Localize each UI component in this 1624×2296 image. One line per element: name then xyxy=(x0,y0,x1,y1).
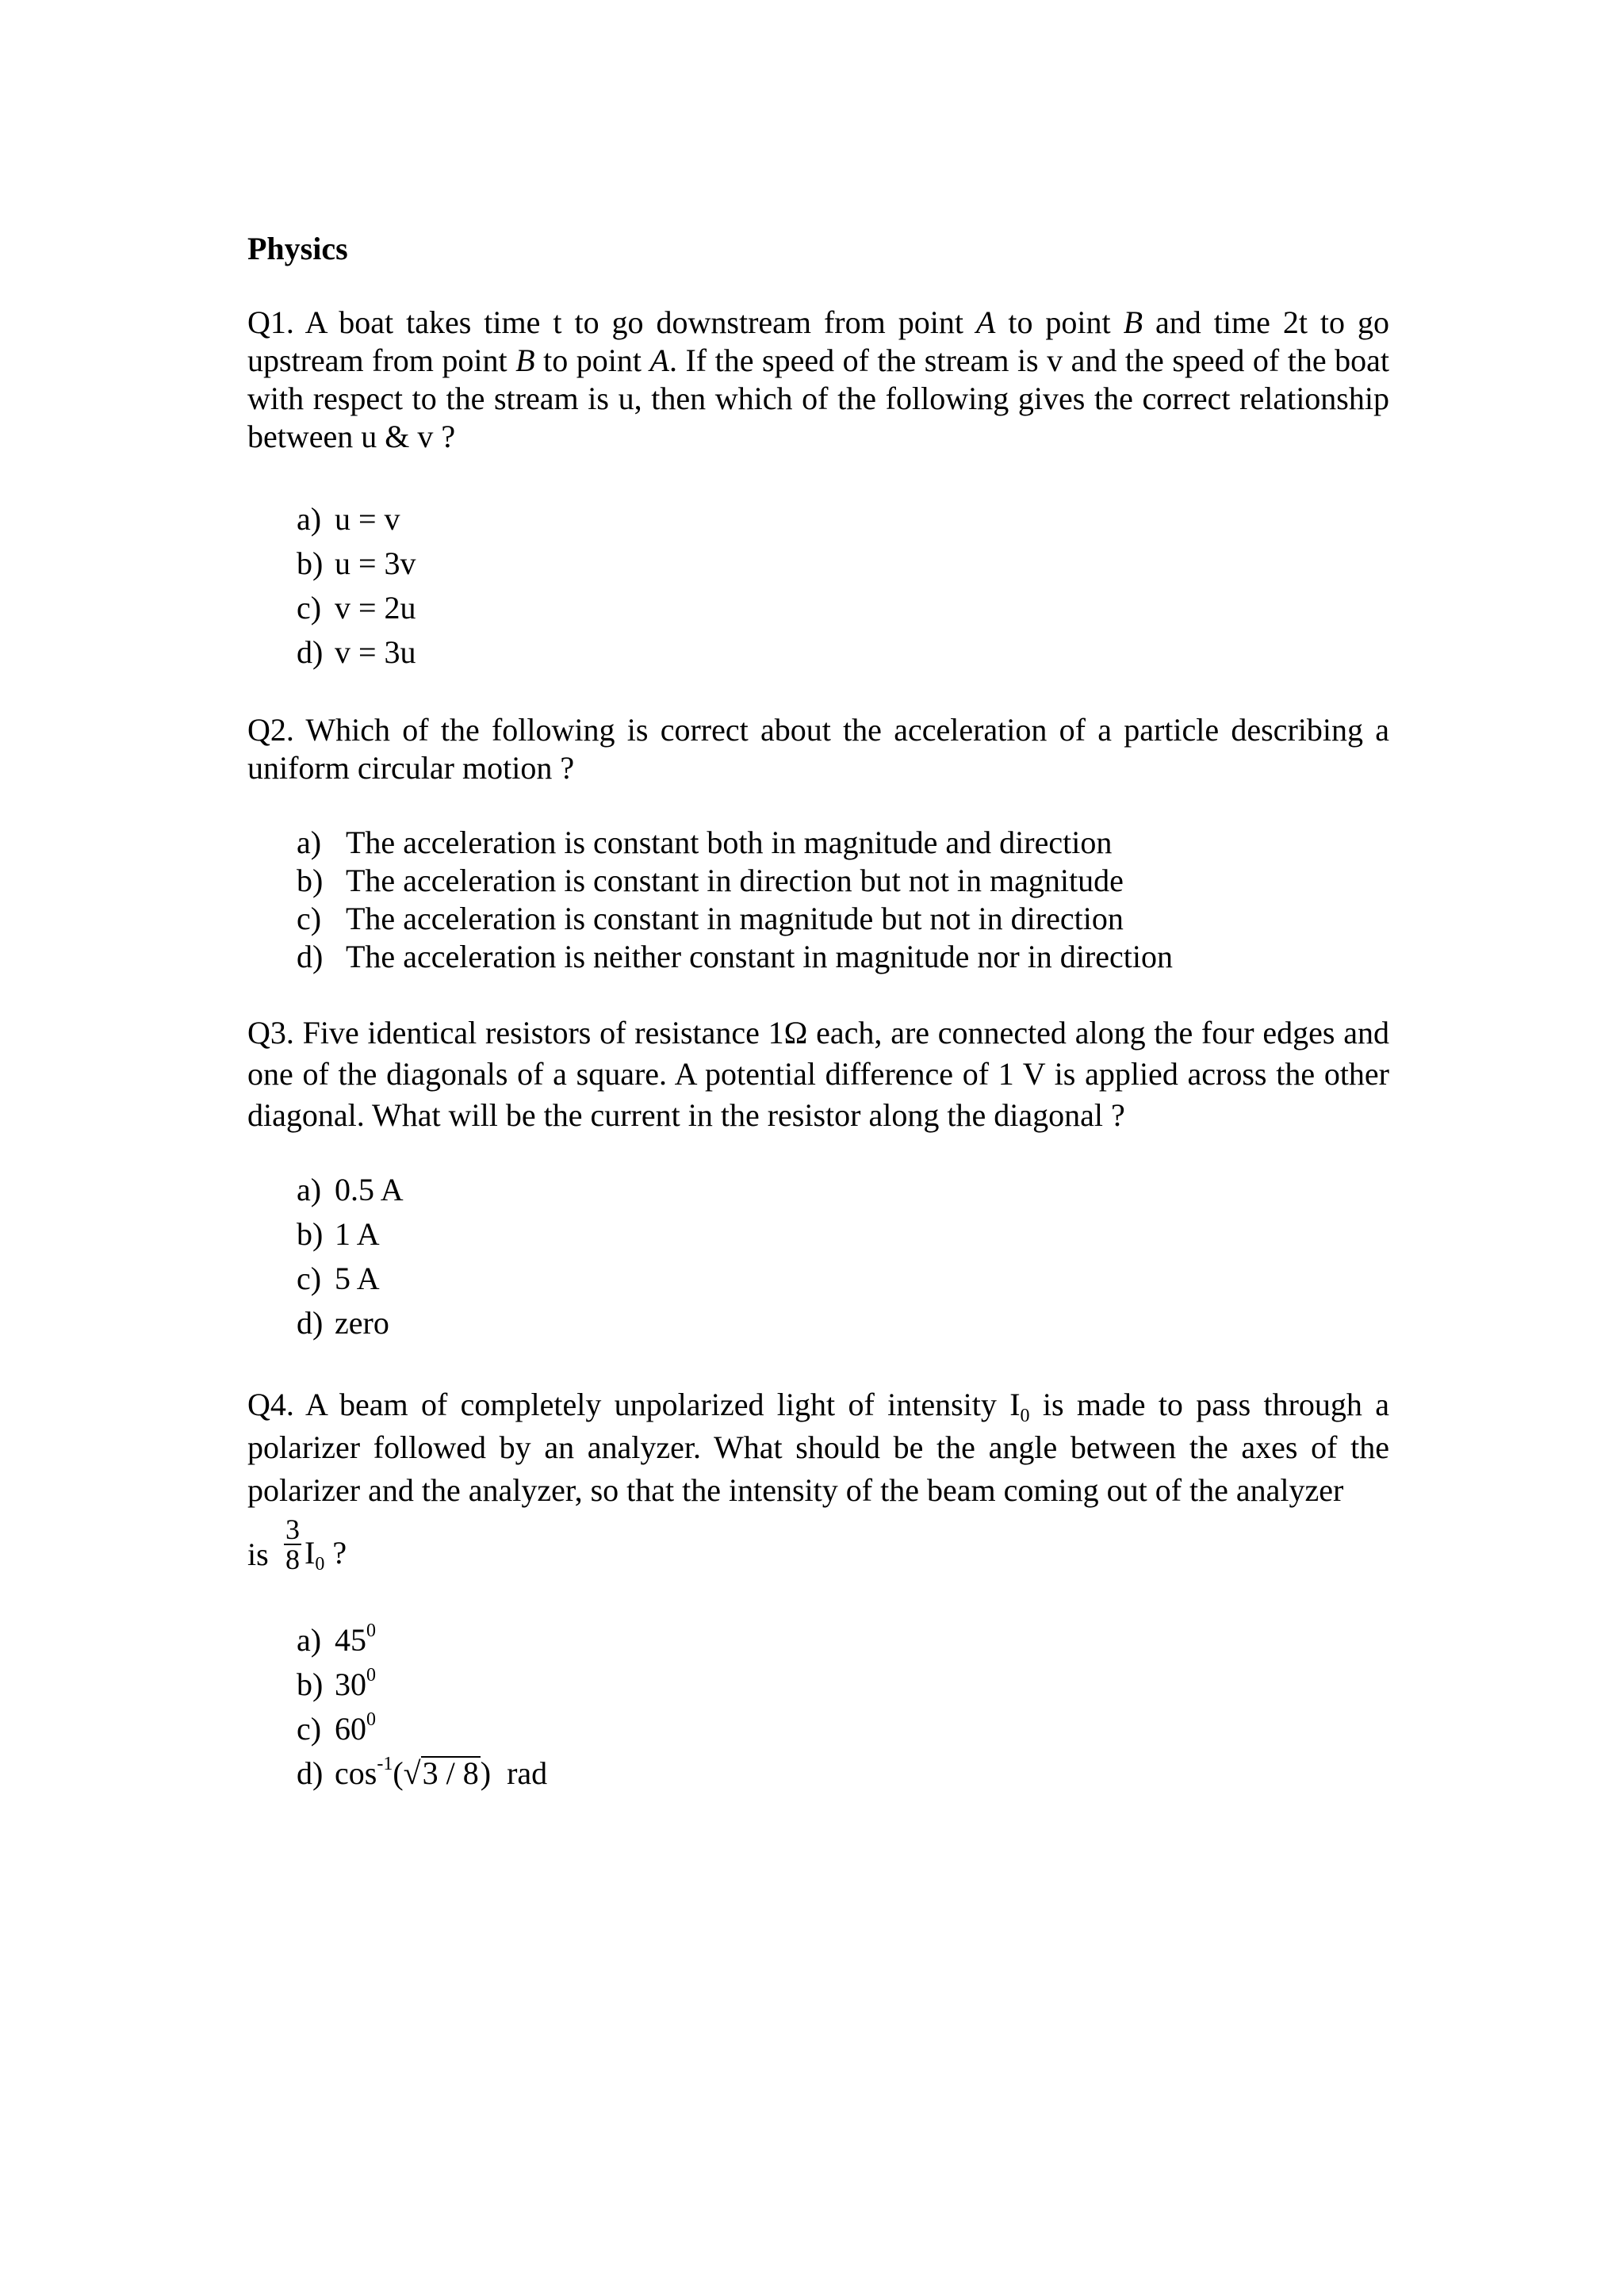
q1-point-b: B xyxy=(515,342,535,378)
q1-option-b[interactable]: b) u = 3v xyxy=(297,545,416,581)
q1-text-part: and time 2t to go upstream from point xyxy=(247,304,1389,378)
cos-function: cos xyxy=(335,1755,377,1791)
q4-is-label: is xyxy=(247,1536,269,1572)
q2-option-b[interactable]: b) The acceleration is constant in direction but not in magnitude xyxy=(297,863,1124,898)
q3-option-a[interactable]: a) 0.5 A xyxy=(297,1172,404,1207)
sqrt-icon: √ xyxy=(403,1755,421,1791)
q1-option-c[interactable]: c) v = 2u xyxy=(297,590,416,626)
q2-option-d[interactable]: d) The acceleration is neither constant in magnitude nor in direction xyxy=(297,939,1173,974)
q2-option-c[interactable]: c) The acceleration is constant in magnitude but not in direction xyxy=(297,901,1124,936)
q4-intensity-term: $I_0$ ? xyxy=(304,1535,347,1575)
q1-option-d[interactable]: d) v = 3u xyxy=(297,634,416,670)
q4-fraction xyxy=(284,1515,301,1574)
q2-options xyxy=(297,824,1389,976)
section-title: Physics xyxy=(247,231,348,266)
square-root xyxy=(404,1751,481,1796)
q3-option-d[interactable]: d) zero xyxy=(297,1305,389,1341)
q3-options xyxy=(297,1168,1389,1345)
q1-text-part: to point xyxy=(534,342,650,378)
q4-option-a[interactable]: a) $45^0$ xyxy=(297,1621,376,1658)
q4-option-b[interactable]: b) $30^0$ xyxy=(297,1665,376,1702)
sqrt-radicand: 3 / 8 xyxy=(422,1755,479,1791)
question-3: Q3. Five identical resistors of resistance 1Ω each, are connected along the four edges and one of the diagonals of a square. A potential difference of 1 V is applied across the other diagonal. What will be the current in the resistor along the diagonal ? xyxy=(247,1015,1389,1133)
q4-option-d[interactable]: d) $\cos^{-1}(√3 / 8)$ rad xyxy=(297,1751,1389,1796)
q1-point-a: A xyxy=(975,304,996,340)
q2-option-a[interactable]: a) The acceleration is constant both in magnitude and direction xyxy=(297,825,1113,860)
question-4 xyxy=(247,1383,1389,1512)
q1-option-a[interactable]: a) u = v xyxy=(297,501,400,537)
q3-option-c[interactable]: c) 5 A xyxy=(297,1261,380,1296)
q4-subscript: 0 xyxy=(1020,1406,1030,1426)
question-2: Q2. Which of the following is correct about the acceleration of a particle describing a uniform circular motion ? xyxy=(247,712,1389,786)
q1-point-b: B xyxy=(1123,304,1143,340)
q4-fraction-denominator: 8 xyxy=(285,1544,300,1575)
q1-point-a: A xyxy=(649,342,669,378)
question-1 xyxy=(247,304,1389,456)
q4-intensity-symbol: I xyxy=(1009,1387,1021,1422)
question-page xyxy=(247,230,1389,1796)
q4-text-part: Q4. A beam of completely unpolarized light of intensity xyxy=(247,1387,1010,1422)
q1-text-part: . If the speed of the stream is v and the speed of the boat with respect to the stream is u, then which of the following gives the correct relationship between u & v ? xyxy=(247,342,1389,454)
q1-text-part: to point xyxy=(995,304,1124,340)
q4-fraction-numerator: 3 xyxy=(285,1513,300,1545)
q3-option-b[interactable]: b) 1 A xyxy=(297,1216,380,1252)
q4-option-c[interactable]: c) $60^0$ xyxy=(297,1709,376,1747)
q4-fraction-line xyxy=(247,1515,1389,1586)
q4-options xyxy=(297,1618,1389,1796)
q1-text-part: Q1. A boat takes time t to go downstream from point xyxy=(247,304,976,340)
q4-text-part: is made to pass through a polarizer followed by an analyzer. What should be the angle between the axes of the polarizer and the analyzer, so that the intensity of the beam coming out of the analyzer xyxy=(247,1387,1389,1508)
q1-options xyxy=(297,497,1389,675)
